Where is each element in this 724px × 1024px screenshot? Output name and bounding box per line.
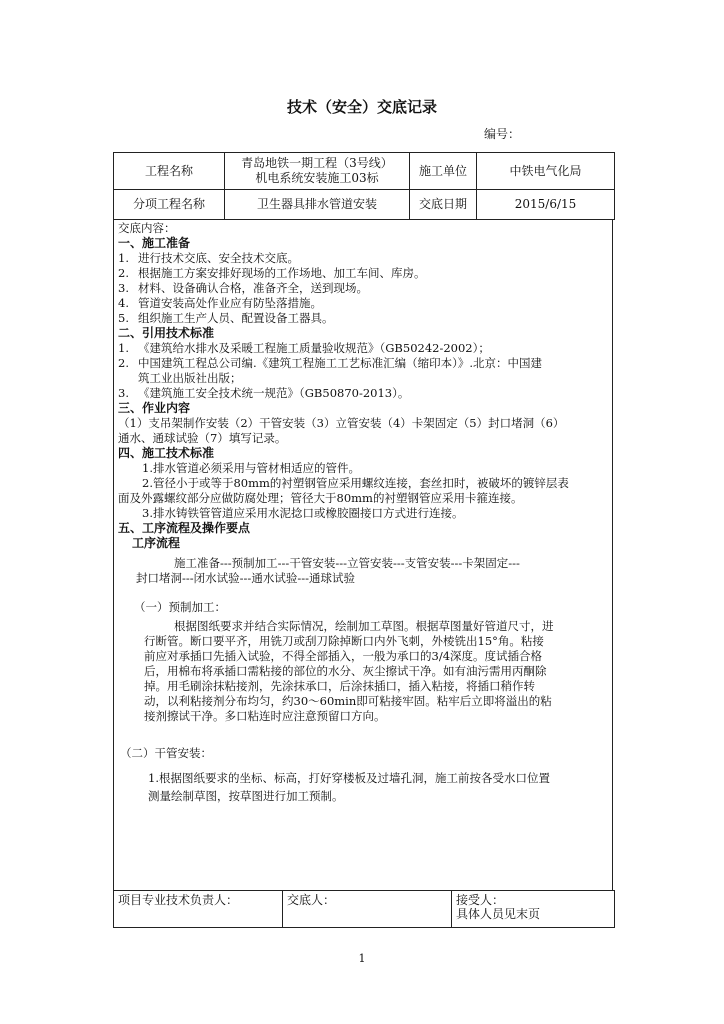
receiver-note: 具体人员见末页	[456, 907, 541, 921]
prefab-line: 后，用棉布将承插口需粘接的部位的水分、灰尘擦试干净。如有油污需用丙酮除	[144, 664, 547, 678]
header-table	[113, 152, 615, 220]
tech-standard-3: 3.排水铸铁管管道应采用水泥捻口或橡胶圈接口方式进行连接。	[142, 506, 464, 520]
tech-lead-signature: 项目专业技术负责人：	[114, 891, 283, 928]
list-item: 4. 管道安装高处作业应有防坠落措施。	[118, 296, 322, 310]
disclosure-content	[113, 220, 613, 890]
prefab-line: 前应对承插口先插入试验，不得全部插入，一般为承口的3/4深度。度试插合格	[144, 649, 543, 663]
date-label: 交底日期	[410, 190, 477, 220]
page-number: 1	[358, 952, 366, 965]
contractor-value: 中铁电气化局	[477, 153, 615, 190]
discloser-signature: 交底人：	[283, 891, 452, 928]
doc-number-label: 编号：	[484, 127, 521, 141]
contractor-label: 施工单位	[410, 153, 477, 190]
standard-item-3: 3. 《建筑施工安全技术统一规范》（GB50870-2013）。	[118, 386, 410, 400]
receiver-signature	[452, 891, 615, 928]
main-pipe-line1: 1.根据图纸要求的坐标、标高，打好穿楼板及过墙孔洞，施工前按各受水口位置	[148, 771, 550, 785]
prefab-line: 行断管。断口要平齐，用铣刀或刮刀除掉断口内外飞刺，外棱铣出15°角。粘接	[144, 634, 544, 648]
content-intro: 交底内容：	[118, 221, 176, 235]
prefab-title: （一）预制加工：	[134, 600, 226, 614]
list-item: 2. 根据施工方案安排好现场的工作场地、加工车间、库房。	[118, 266, 426, 280]
process-flow-line1: 施工准备---预制加工---干管安装---立管安装---支管安装---卡架固定---	[174, 556, 520, 570]
work-content-line2: 通水、通球试验（7）填写记录。	[118, 431, 287, 445]
prefab-line: 根据图纸要求并结合实际情况，绘制加工草图。根据草图量好管道尺寸，进	[174, 619, 554, 633]
sub-project-label: 分项工程名称	[114, 190, 225, 220]
prefab-line: 接剂擦试干净。多口粘连时应注意预留口方向。	[144, 709, 386, 723]
standard-item-2: 2. 中国建筑工程总公司编.《建筑工程施工工艺标准汇编（缩印本）》.北京：中国建	[118, 356, 543, 370]
signature-table	[113, 890, 615, 928]
process-flow-line2: 封口堵洞---闭水试验---通水试验---通球试验	[136, 571, 355, 585]
work-content-line1: （1）支吊架制作安装（2）干管安装（3）立管安装（4）卡架固定（5）封口堵洞（6）	[118, 416, 565, 430]
section-3-title: 三、作业内容	[118, 401, 191, 415]
project-name-line2: 机电系统安装施工03标	[255, 171, 379, 185]
process-flow-subtitle: 工序流程	[132, 536, 181, 550]
section-1-title: 一、施工准备	[118, 236, 191, 250]
prefab-line: 掉。用毛刷涂抹粘接剂，先涂抹承口，后涂抹插口，插入粘接，将插口稍作转	[144, 679, 535, 693]
tech-standard-1: 1.排水管道必须采用与管材相适应的管件。	[142, 461, 360, 475]
date-value: 2015/6/15	[477, 190, 615, 220]
main-pipe-title: （二）干管安装：	[120, 746, 212, 760]
section-4-title: 四、施工技术标准	[118, 446, 215, 460]
list-item: 5. 组织施工生产人员、配置设备工器具。	[118, 311, 334, 325]
section-2-title: 二、引用技术标准	[118, 326, 215, 340]
section-5-title: 五、工序流程及操作要点	[118, 521, 251, 535]
main-pipe-line2: 测量绘制草图，按草图进行加工预制。	[148, 789, 344, 803]
page-title: 技术（安全）交底记录	[286, 98, 437, 116]
prefab-line: 动，以利粘接剂分布均匀，约30～60min即可粘接牢固。粘牢后立即将溢出的粘	[144, 694, 552, 708]
standard-item-2-cont: 筑工业出版社出版；	[138, 371, 242, 385]
sub-project-value: 卫生器具排水管道安装	[225, 190, 410, 220]
list-item: 3. 材料、设备确认合格，准备齐全，送到现场。	[118, 281, 368, 295]
project-name-label: 工程名称	[114, 153, 225, 190]
tech-standard-2b: 面及外露螺纹部分应做防腐处理；管径大于80mm的衬塑钢管应采用卡箍连接。	[118, 491, 523, 505]
list-item: 1. 进行技术交底、安全技术交底。	[118, 251, 299, 265]
standard-item-1: 1. 《建筑给水排水及采暖工程施工质量验收规范》（GB50242-2002）；	[118, 341, 490, 355]
project-name-value	[225, 153, 410, 190]
receiver-label: 接受人：	[456, 893, 505, 907]
tech-standard-2a: 2.管径小于或等于80mm的衬塑钢管应采用螺纹连接，套丝扣时，被破坏的镀锌层表	[142, 476, 569, 490]
project-name-line1: 青岛地铁一期工程（3号线）	[241, 156, 393, 170]
